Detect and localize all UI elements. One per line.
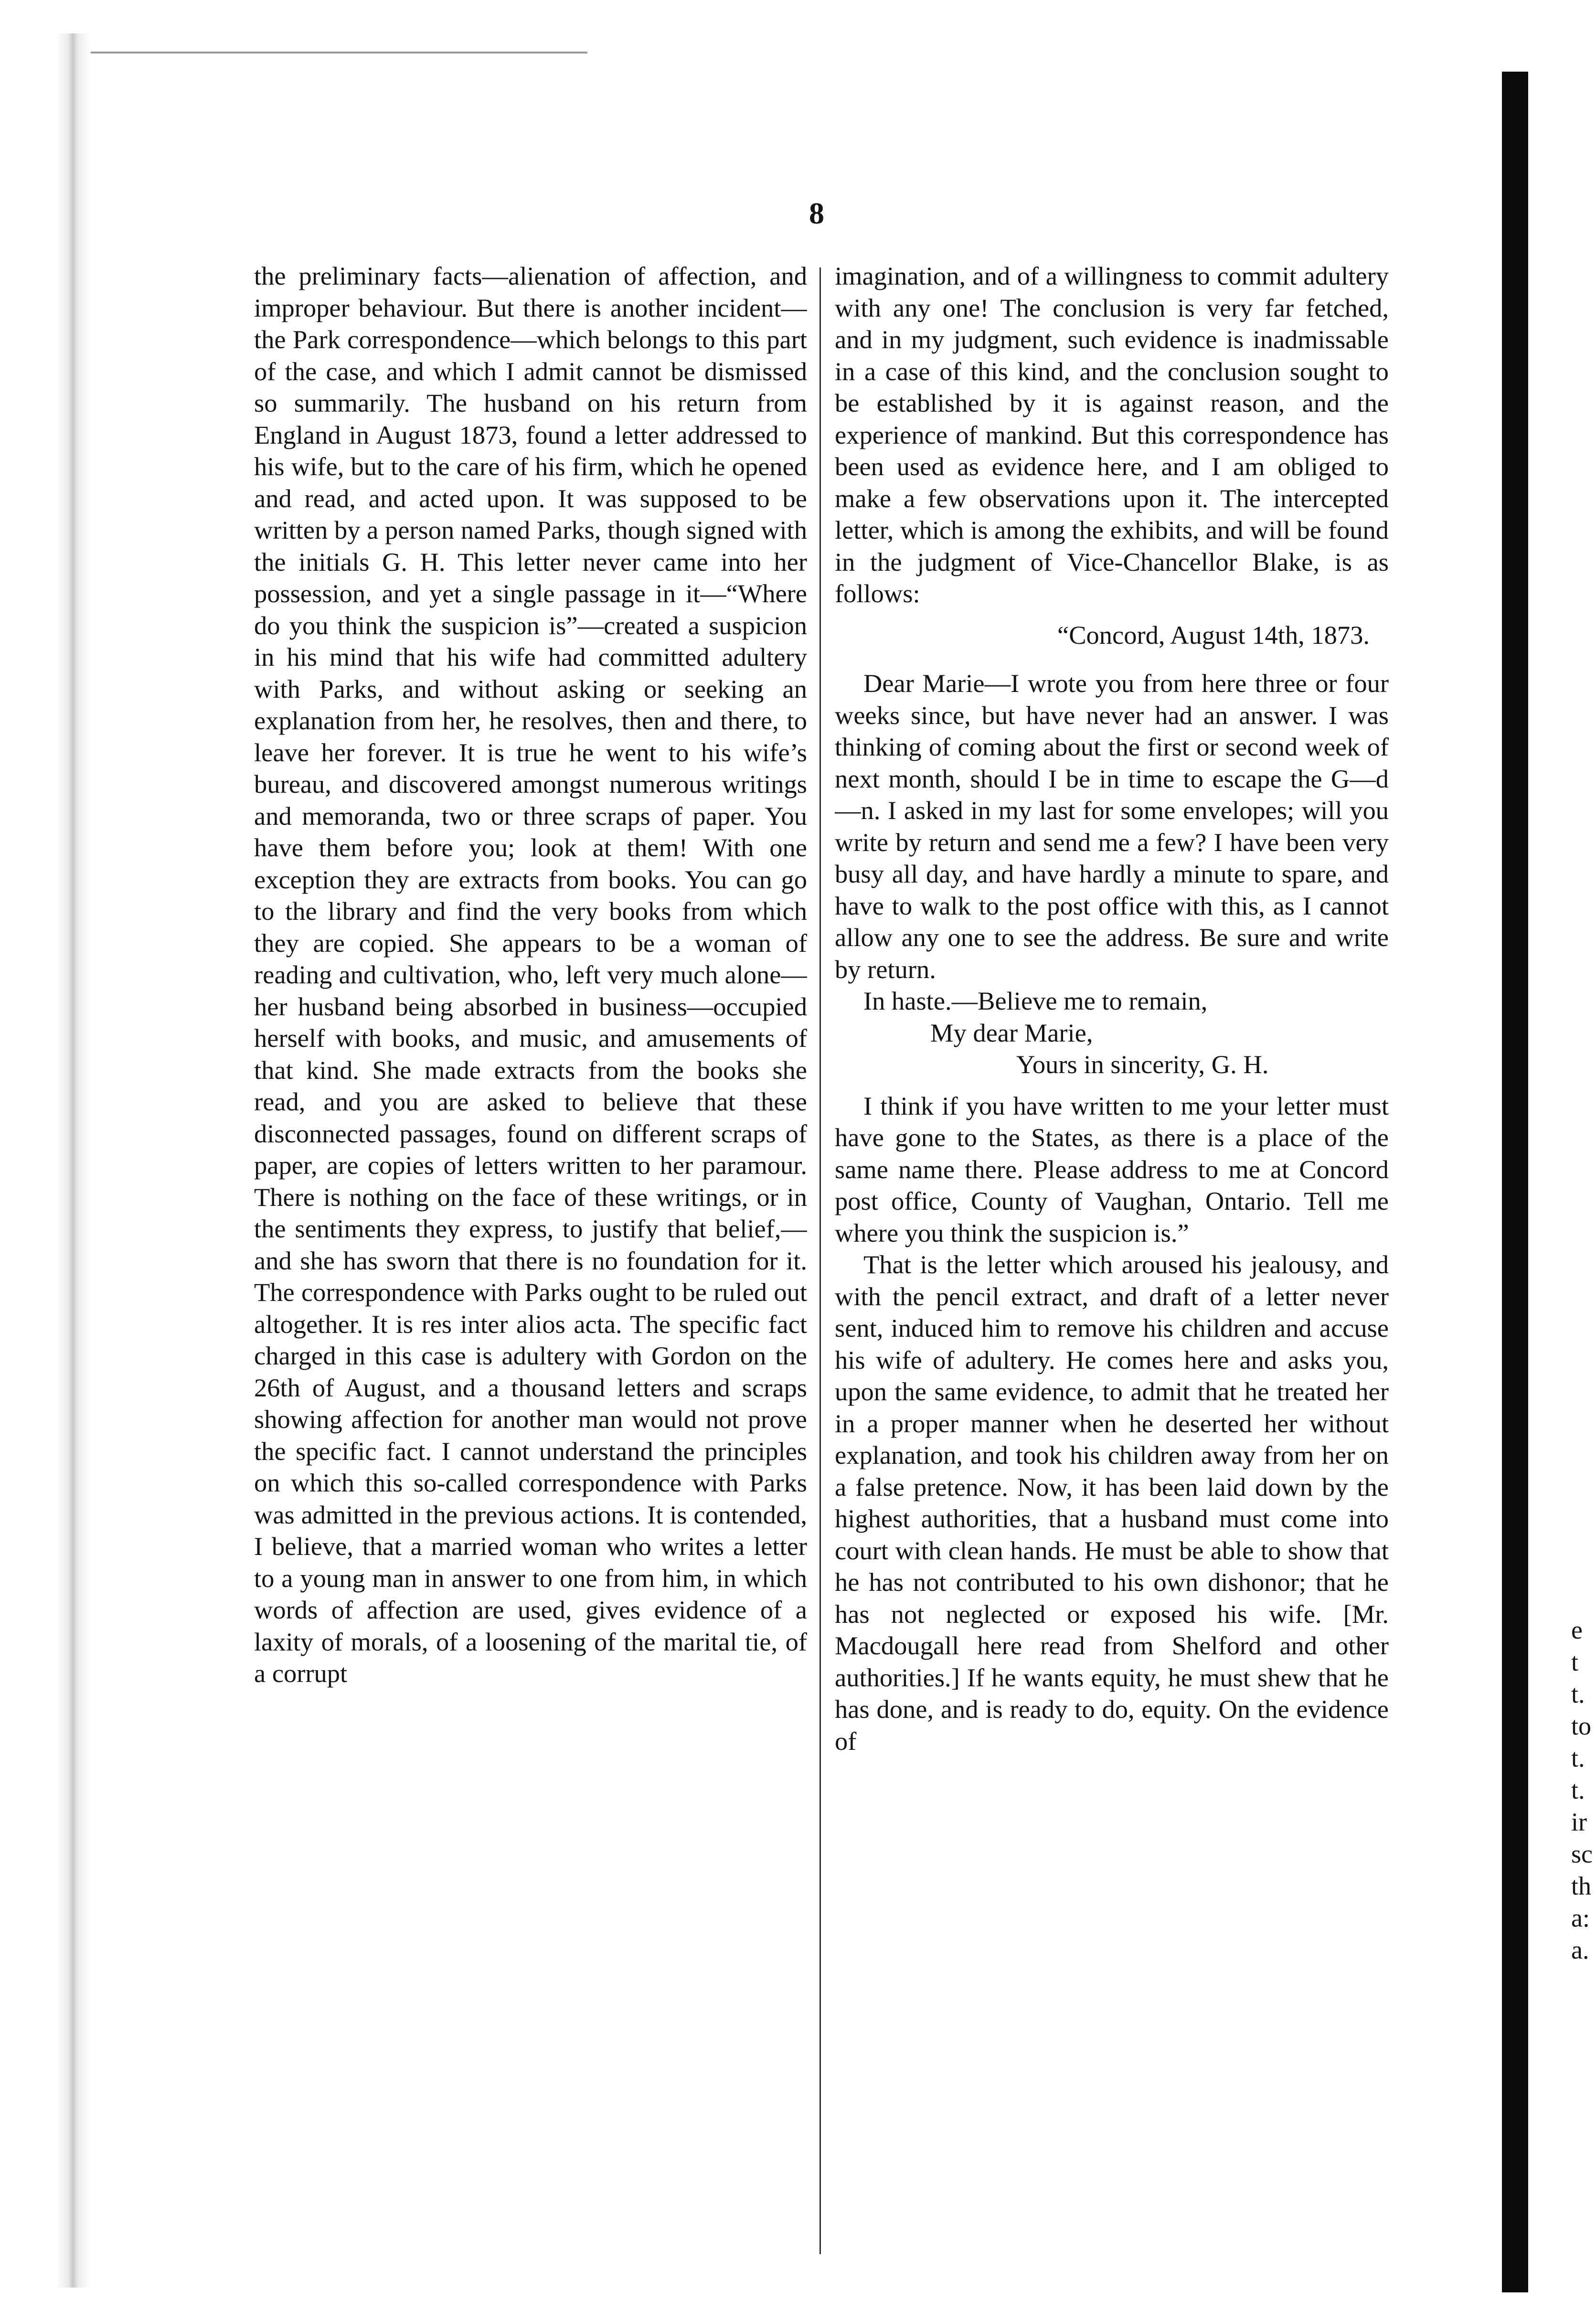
letter-salutation: My dear Marie,: [930, 1018, 1093, 1047]
intro-paragraph: imagination, and of a willingness to commit adultery with any one! The conclusion is very far fetched, and in my judgment, such evidence is inadmissable in a case of this kind, and the conclusion sought to be established by it is against reason, and the experience of mankind. But this correspondence has been used as evidence here, and I am obliged to make a few observations upon it. The intercepted letter, which is among the exhibits, and will be found in the judgment of Vice-Chancellor Blake, is as follows:: [835, 261, 1389, 608]
edge-fragment: th: [1571, 1872, 1592, 1900]
edge-fragment: t.: [1571, 1680, 1585, 1708]
edge-fragment: a:: [1571, 1904, 1590, 1932]
edge-fragment: t.: [1571, 1776, 1585, 1804]
edge-fragment: a.: [1571, 1936, 1589, 1964]
left-column-paragraph: the preliminary facts—alienation of affection, and improper behaviour. But there is another incident—the Park correspondence—which belongs to this part of the case, and which I admit cannot be dismissed so summarily. The husband on his return from England in August 1873, found a letter addressed to his wife, but to the care of his firm, which he opened and read, and acted upon. It was supposed to be written by a person named Parks, though signed with the initials G. H. This letter never came into her possession, and yet a single passage in it—“Where do you think the suspicion is”—created a suspicion in his mind that his wife had committed adultery with Parks, and without asking or seeking an explanation from her, he resolves, then and there, to leave her forever. It is true he went to his wife’s bureau, and discovered amongst numerous writings and memoranda, two or three scraps of paper. You have them before you; look at them! With one exception they are extracts from books. You can go to the library and find the very books from which they are copied. She appears to be a woman of reading and cultivation, who, left very much alone—her husband being absorbed in business—occupied herself with books, and music, and amusements of that kind. She made extracts from the books she read, and you are asked to believe that these disconnected passages, found on different scraps of paper, are copies of letters written to her paramour. There is nothing on the face of these writings, or in the sentiments they express, to justify that belief,—and she has sworn that there is no foundation for it. The correspondence with Parks ought to be ruled out altogether. It is res inter alios acta. The specific fact charged in this case is adultery with Gordon on the 26th of August, and a thousand letters and scraps showing affection for another man would not prove the specific fact. I cannot understand the principles on which this so-called correspondence with Parks was admitted in the previous actions. It is contended, I believe, that a married woman who writes a letter to a young man in answer to one from him, in which words of affection are used, gives evidence of a laxity of morals, of a loosening of the marital tie, of a corrupt: [254, 261, 807, 1688]
letter-signature: Yours in sincerity, G. H.: [1016, 1050, 1269, 1079]
scan-binding-edge: [56, 33, 90, 2288]
page-number: 8: [809, 196, 824, 230]
edge-fragment: e: [1571, 1616, 1583, 1644]
edge-fragment: t: [1571, 1648, 1579, 1676]
right-column: [835, 260, 1389, 2285]
left-column: [254, 260, 807, 2285]
column-divider: [819, 267, 821, 2254]
letter-dateline: “Concord, August 14th, 1873.: [1057, 620, 1370, 650]
scan-page-edge-bar: [1502, 72, 1528, 2292]
letter-close: In haste.—Believe me to remain,: [863, 986, 1208, 1015]
next-page-edge-fragments: [1571, 1614, 1593, 1966]
edge-fragment: to: [1571, 1712, 1592, 1740]
edge-fragment: t.: [1571, 1744, 1585, 1772]
conclusion-paragraph: That is the letter which aroused his jealousy, and with the pencil extract, and draft of a letter never sent, induced him to remove his children and accuse his wife of adultery. He comes here and asks you, upon the same evidence, to admit that he treated her in a proper manner when he deserted her without explanation, and took his children away from her on a false pretence. Now, it has been laid down by the highest authorities, that a husband must come into court with clean hands. He must be able to show that he has not contributed to his own dishonor; that he has not neglected or exposed his wife. [Mr. Macdougall here read from Shelford and other authorities.] If he wants equity, he must shew that he has done, and is ready to do, equity. On the evidence of: [835, 1250, 1389, 1756]
letter-postscript: I think if you have written to me your letter must have gone to the States, as there is a place of the same name there. Please address to me at Concord post office, County of Vaughan, Ontario. Tell me where you think the suspicion is.”: [835, 1091, 1389, 1247]
scan-top-rule: [91, 52, 587, 53]
letter-body: Dear Marie—I wrote you from here three or four weeks since, but have never had an answer. I was thinking of coming about the first or second week of next month, should I be in time to escape the G—d—n. I asked in my last for some envelopes; will you write by return and send me a few? I have been very busy all day, and have hardly a minute to spare, and have to walk to the post office with this, as I cannot allow any one to see the address. Be sure and write by return.: [835, 669, 1389, 984]
edge-fragment: sc: [1571, 1840, 1593, 1868]
edge-fragment: ir: [1571, 1808, 1587, 1836]
